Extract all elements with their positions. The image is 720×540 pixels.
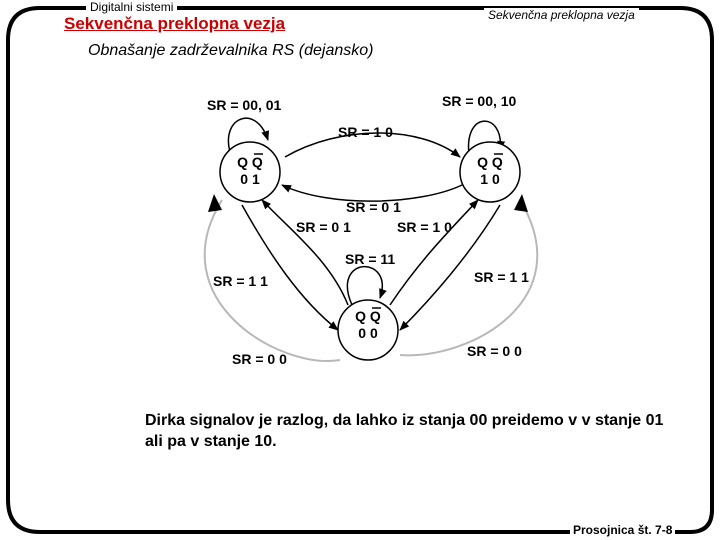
state-10 bbox=[460, 142, 520, 202]
label-00-to-01: SR = 0 1 bbox=[296, 219, 351, 235]
svg-text:0 1: 0 1 bbox=[240, 171, 260, 187]
state-00 bbox=[338, 300, 398, 360]
label-outer-left: SR = 0 0 bbox=[232, 351, 287, 367]
self-loop-00 bbox=[347, 267, 382, 305]
label-01-to-10: SR = 1 0 bbox=[338, 124, 393, 140]
slide-title: Sekvenčna preklopna vezja bbox=[64, 14, 286, 33]
header-chapter: Sekvenčna preklopna vezja bbox=[484, 8, 639, 22]
svg-text:1 0: 1 0 bbox=[480, 171, 500, 187]
label-10-to-00: SR = 1 1 bbox=[474, 269, 529, 285]
label-00-to-10: SR = 1 0 bbox=[397, 219, 452, 235]
arrow-00-to-10 bbox=[390, 200, 478, 305]
label-01-to-00: SR = 1 1 bbox=[213, 273, 268, 289]
svg-text:Q Q: Q Q bbox=[355, 308, 381, 324]
arrow-00-to-01 bbox=[262, 200, 348, 305]
slide-number: Prosojnica št. 7-8 bbox=[570, 523, 675, 537]
label-10-to-01: SR = 0 1 bbox=[346, 199, 401, 215]
outer-right-arrowhead bbox=[514, 194, 528, 212]
svg-text:Q Q: Q Q bbox=[477, 154, 503, 170]
slide-subtitle: Obnašanje zadrževalnika RS (dejansko) bbox=[88, 42, 374, 59]
svg-text:Q Q: Q Q bbox=[237, 154, 263, 170]
explanation-text: Dirka signalov je razlog, da lahko iz stanja 00 preidemo v v stanje 01 ali pa v stanje 10. bbox=[145, 412, 664, 450]
label-self-00: SR = 11 bbox=[345, 251, 396, 267]
label-outer-right: SR = 0 0 bbox=[467, 343, 522, 359]
svg-text:0 0: 0 0 bbox=[358, 325, 378, 341]
state-01 bbox=[220, 142, 280, 202]
label-self-10: SR = 00, 10 bbox=[442, 93, 517, 109]
label-self-01: SR = 00, 01 bbox=[207, 97, 282, 113]
header-course: Digitalni sistemi bbox=[86, 0, 177, 14]
